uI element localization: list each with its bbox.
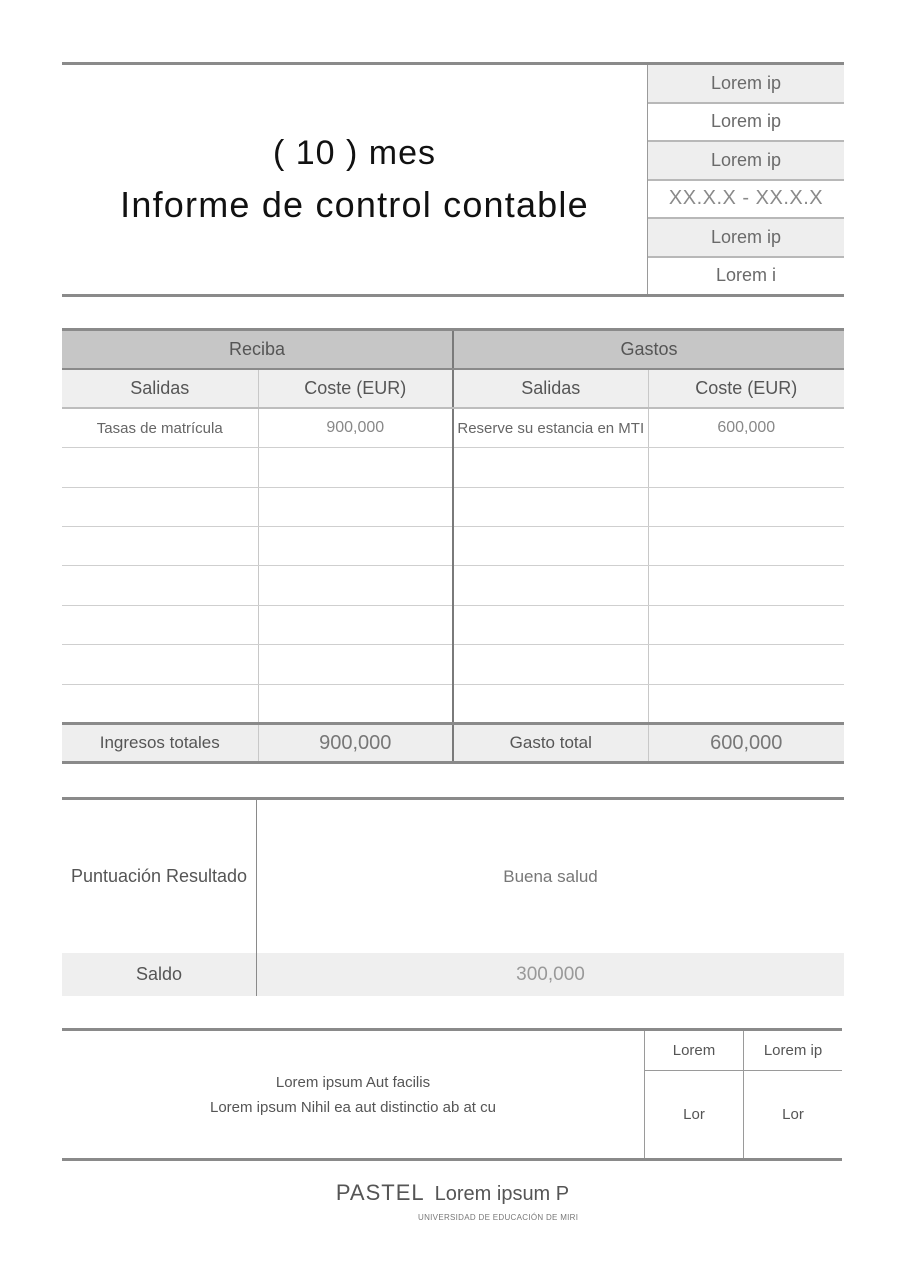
meta-date-range[interactable]: XX.X.X - XX.X.X: [648, 181, 844, 220]
expense-item[interactable]: [453, 448, 648, 487]
income-cost[interactable]: [258, 487, 453, 526]
notes-line-1: Lorem ipsum Aut facilis: [275, 1073, 431, 1091]
report-title-block: [62, 65, 648, 294]
expense-cost[interactable]: [648, 566, 844, 605]
expense-total-value: 600,000: [648, 723, 844, 762]
expense-total-label: Gasto total: [453, 723, 648, 762]
report-month: ( 10 ) mes: [272, 133, 437, 172]
expense-cost[interactable]: [648, 526, 844, 565]
table-row: [62, 448, 844, 487]
table-row: [62, 684, 844, 723]
table-row: [62, 566, 844, 605]
brand-tagline: Lorem ipsum P: [434, 1183, 570, 1205]
expense-item[interactable]: [453, 566, 648, 605]
expense-item[interactable]: [453, 605, 648, 644]
expense-cost[interactable]: [648, 487, 844, 526]
expense-cost[interactable]: 600,000: [648, 408, 844, 447]
report-meta: [648, 65, 844, 294]
ledger-table: [62, 328, 844, 764]
balance-value: 300,000: [516, 963, 585, 985]
income-item[interactable]: [62, 645, 258, 684]
income-item[interactable]: [62, 566, 258, 605]
income-cost-header: Coste (EUR): [258, 369, 453, 408]
notes-text[interactable]: [62, 1031, 645, 1158]
table-row: [62, 645, 844, 684]
income-section-header: Reciba: [62, 330, 453, 369]
meta-label-2: Lorem ip: [648, 142, 844, 181]
balance-row: [62, 953, 844, 996]
report-header: [62, 62, 844, 297]
score-label: Puntuación Resultado: [62, 800, 257, 953]
table-row: [62, 605, 844, 644]
income-total-value: 900,000: [258, 723, 453, 762]
table-row: [62, 487, 844, 526]
income-total-label: Ingresos totales: [62, 723, 258, 762]
expense-cost[interactable]: [648, 645, 844, 684]
result-block: [62, 797, 844, 996]
expense-item-header: Salidas: [453, 369, 648, 408]
income-item[interactable]: Tasas de matrícula: [62, 408, 258, 447]
meta-value-3[interactable]: Lorem i: [715, 265, 777, 286]
brand-row: [336, 1180, 569, 1206]
income-cost[interactable]: [258, 684, 453, 723]
notes-block: [62, 1028, 842, 1161]
income-cost[interactable]: [258, 645, 453, 684]
brand-logo: PASTEL: [335, 1180, 425, 1205]
expense-item[interactable]: [453, 526, 648, 565]
expense-cost[interactable]: [648, 605, 844, 644]
income-item-header: Salidas: [62, 369, 258, 408]
footer: [0, 1180, 905, 1222]
expense-cost[interactable]: [648, 448, 844, 487]
income-cost[interactable]: [258, 566, 453, 605]
table-row: [62, 526, 844, 565]
approval-header-1: Lorem: [645, 1031, 743, 1071]
balance-label: Saldo: [62, 953, 257, 996]
income-item[interactable]: [62, 605, 258, 644]
totals-row: [62, 723, 844, 762]
expense-item[interactable]: Reserve su estancia en MTI: [453, 408, 648, 447]
table-row: [62, 408, 844, 447]
income-cost[interactable]: [258, 448, 453, 487]
score-row: [62, 800, 844, 953]
income-cost[interactable]: 900,000: [258, 408, 453, 447]
expense-cost[interactable]: [648, 684, 844, 723]
income-cost[interactable]: [258, 605, 453, 644]
approval-value-1[interactable]: Lor: [683, 1106, 705, 1123]
score-value[interactable]: Buena salud: [503, 866, 598, 886]
approval-value-2[interactable]: Lor: [782, 1106, 804, 1123]
institution-name: UNIVERSIDAD DE EDUCACIÓN DE MIRI: [418, 1213, 579, 1222]
income-item[interactable]: [62, 448, 258, 487]
meta-label-3: Lorem ip: [648, 219, 844, 258]
expense-cost-header: Coste (EUR): [648, 369, 844, 408]
approval-header-2: Lorem ip: [744, 1031, 842, 1071]
income-item[interactable]: [62, 684, 258, 723]
expense-item[interactable]: [453, 487, 648, 526]
income-cost[interactable]: [258, 526, 453, 565]
report-title: Informe de control contable: [120, 183, 589, 225]
income-item[interactable]: [62, 526, 258, 565]
expense-item[interactable]: [453, 645, 648, 684]
meta-value-1[interactable]: Lorem ip: [648, 104, 844, 143]
expense-section-header: Gastos: [453, 330, 844, 369]
approval-column-2: [744, 1031, 842, 1158]
income-item[interactable]: [62, 487, 258, 526]
approval-column-1: [645, 1031, 744, 1158]
notes-line-2: Lorem ipsum Nihil ea aut distinctio ab at cu: [210, 1098, 496, 1116]
meta-label-1: Lorem ip: [648, 65, 844, 104]
expense-item[interactable]: [453, 684, 648, 723]
